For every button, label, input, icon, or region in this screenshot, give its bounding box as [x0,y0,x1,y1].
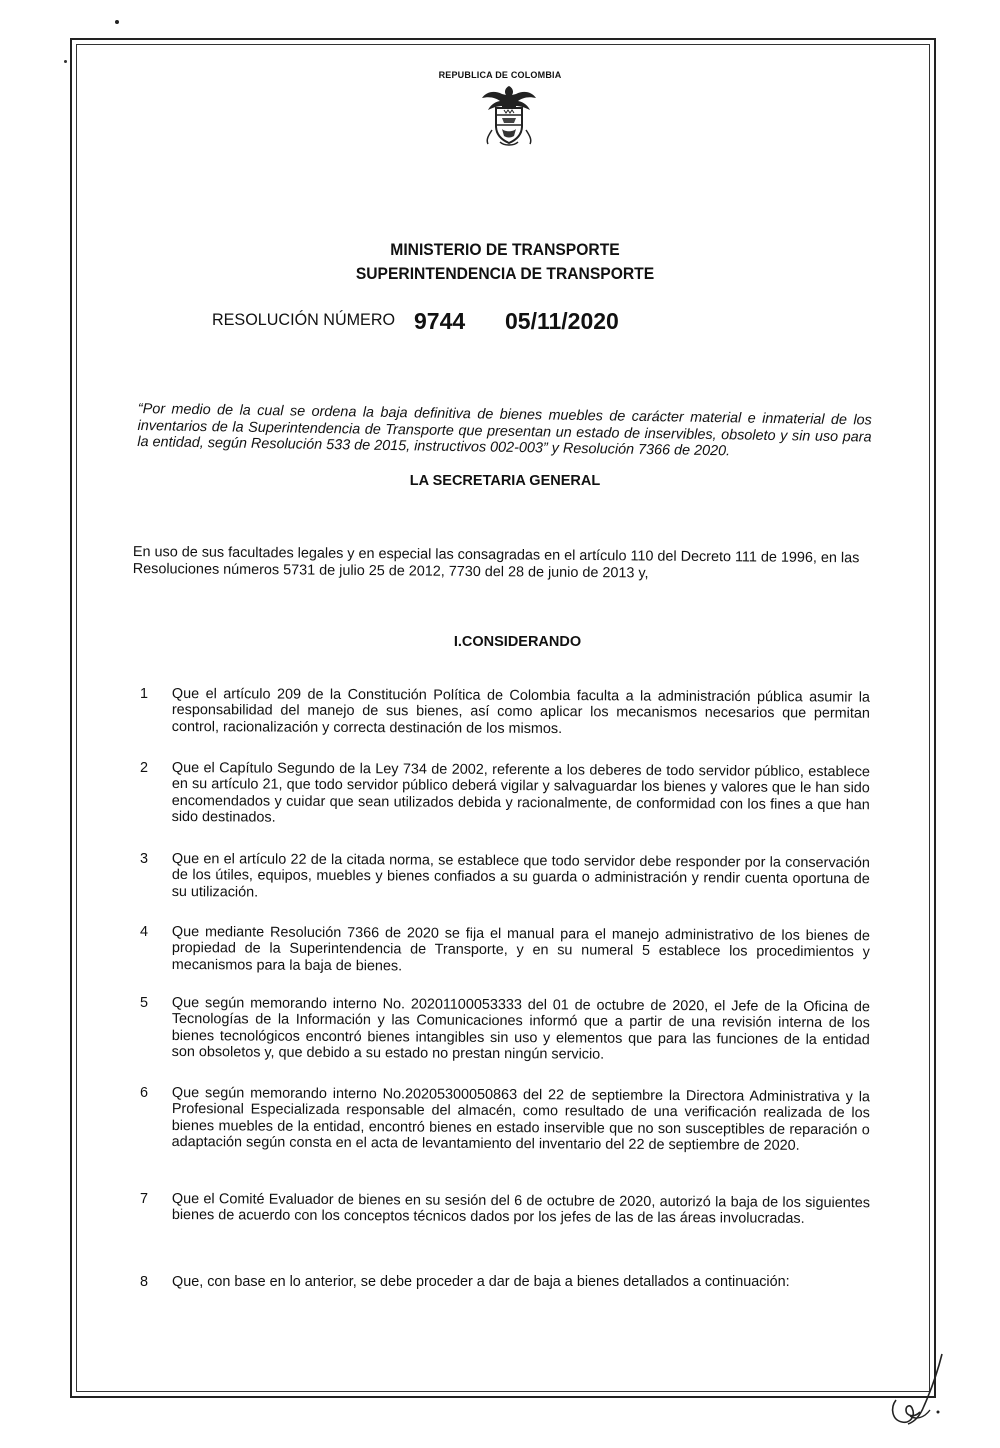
considerando-heading: I.CONSIDERANDO [453,634,582,650]
item-text: Que, con base en lo anterior, se debe proceder a dar de baja a bienes detallados a continuación: [172,1274,790,1290]
item-number: 3 [140,851,149,867]
issuing-authority: LA SECRETARIA GENERAL [409,473,601,489]
item-text: Que según memorando interno No.20205300050863 del 22 de septiembre la Directora Administrativa y la Profesional Especializada responsable del almacén, como resultado de una verificación realizada de los bienes muebles de la entidad, encontró bienes en estado inservible que no son susceptibles de reparación o adaptación según consta en el acta de levantamiento del inventario del 22 de septiembre de 2020. [171,1085,870,1154]
scan-speck [64,60,67,63]
legal-powers-paragraph: En uso de sus facultades legales y en especial las consagradas en el artículo 110 del Decreto 111 de 1996, en las Resoluciones números 5731 de julio 25 de 2012, 7730 del 28 de junio de 2013 y, [132,544,860,581]
country-name: REPUBLICA DE COLOMBIA [438,70,562,80]
item-text: Que en el artículo 22 de la citada norma, se establece que todo servidor debe responder por la conservación de los útiles, equipos, muebles y bienes confiados a su guarda o administración y rendir cuenta oportuna de su utilización. [171,851,870,901]
resolution-epigraph: “Por medio de la cual se ordena la baja definitiva de bienes muebles de carácter material e inmaterial de los inventarios de la Superintendencia de Transporte que presentan un estado de inservibles, obsoleto y sin uso para la entidad, según Resolución 533 de 2015, instructivos 002-003” y Resolución 7366 de 2020. [137,401,872,460]
item-text: Que el Comité Evaluador de bienes en su sesión del 6 de octubre de 2020, autorizó la baja de los siguientes bienes de acuerdo con los conceptos técnicos dados por los jefes de las de las áreas involucradas. [171,1191,870,1228]
ministry-title: MINISTERIO DE TRANSPORTE [390,240,620,259]
resolution-date: 05/11/2020 [505,308,619,334]
item-text: Que mediante Resolución 7366 de 2020 se fija el manual para el manejo administrativo de los bienes de propiedad de la Superintendencia de Transporte, y en su numeral 5 establece los procedimientos y mecanismos para la baja de bienes. [171,924,870,975]
item-text: Que el artículo 209 de la Constitución Política de Colombia faculta a la administración pública asumir la responsabilidad del manejo de sus bienes, así como aplicar los mecanismos necesarios que permitan control, racionalización y correcta destinación de los mismos. [171,686,870,737]
superintendency-title: SUPERINTENDENCIA DE TRANSPORTE [355,264,655,283]
item-number: 5 [140,995,149,1011]
initials-signature-icon [880,1350,960,1430]
item-number: 4 [140,924,149,940]
item-number: 8 [140,1274,149,1290]
resolution-number: 9744 [414,308,466,334]
resolution-label-text: RESOLUCIÓN NÚMERO [212,310,396,329]
item-number: 7 [140,1191,149,1207]
item-text: Que el Capítulo Segundo de la Ley 734 de 2002, referente a los deberes de todo servidor público, establece en su artículo 21, que todo servidor público deberá vigilar y salvaguardar los bienes y valores que le han sido encomendados y cuidar que sean utilizados debida y racionalmente, de conformidad con los fines a que han sido destinados. [171,760,870,826]
item-number: 6 [140,1085,149,1101]
scan-speck [115,20,119,24]
resolution-label [212,310,405,330]
item-number: 2 [140,760,149,776]
coat-of-arms-icon [480,82,538,148]
item-number: 1 [140,686,149,702]
item-text: Que según memorando interno No. 20201100053333 del 01 de octubre de 2020, el Jefe de la Oficina de Tecnologías de la Información y las Comunicaciones informó que a partir de una revisión interna de los bienes tecnológicos encontró bienes intangibles sin uso y elementos que para las funciones de la entidad son obsoletos y, que debido a su estado no prestan ningún servicio. [171,995,870,1063]
